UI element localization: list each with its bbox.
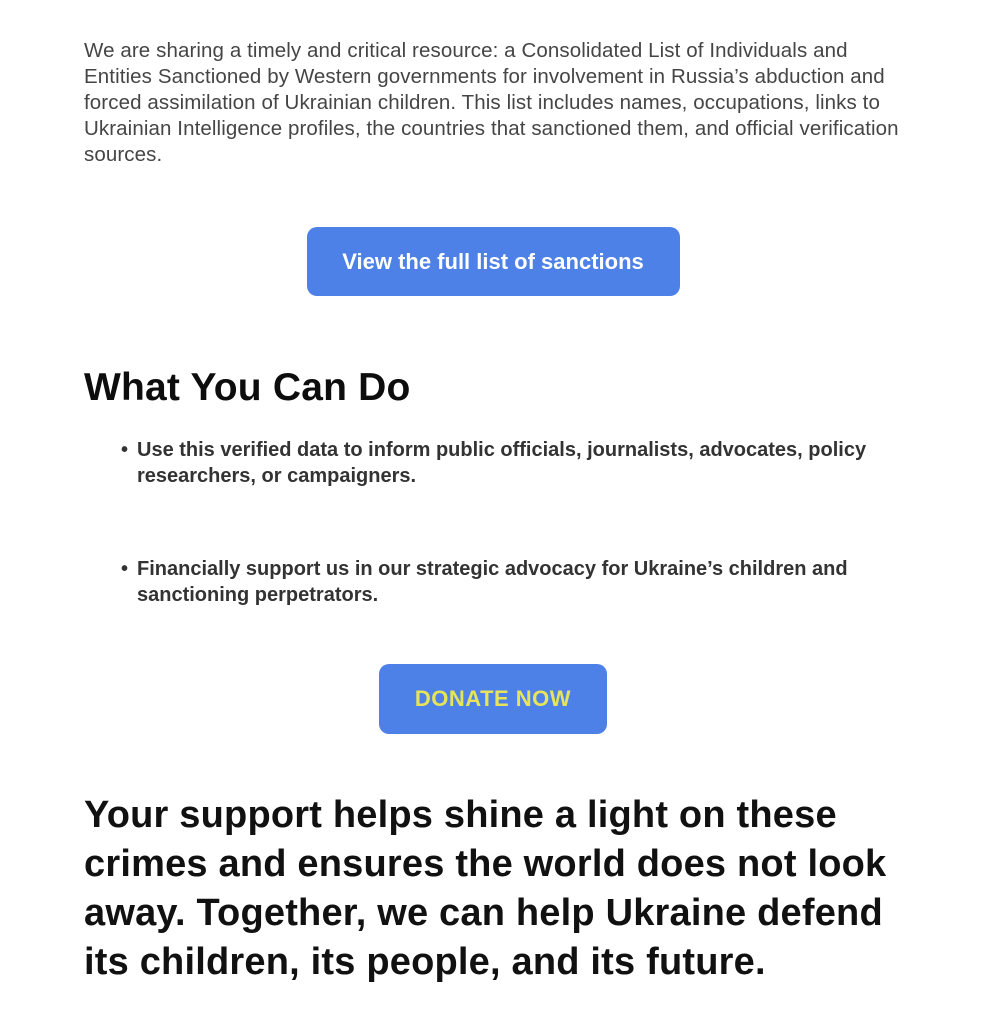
donate-now-button[interactable]: DONATE NOW [379,664,607,734]
bullet-text: Use this verified data to inform public officials, journalists, advocates, policy researchers, or campaigners. [137,439,867,487]
section-heading: What You Can Do [84,366,411,409]
closing-paragraph: Your support helps shine a light on these crimes and ensures the world does not look away. Together, we can help Ukraine defend its children, its people, and its future. [84,794,887,983]
sanctions-button-row [84,168,902,296]
list-item [121,556,895,608]
list-item [121,437,895,489]
intro-paragraph: We are sharing a timely and critical resource: a Consolidated List of Individuals and Entities Sanctioned by Western governments for involvement in Russia’s abduction and forced assimilation of Ukrainian children. This list includes names, occupations, links to Ukrainian Intelligence profiles, the countries that sanctioned them, and official verification sources. [84,39,899,166]
view-sanctions-button[interactable]: View the full list of sanctions [307,227,680,296]
bullet-text: Financially support us in our strategic advocacy for Ukraine’s children and sanctioning perpetrators. [137,558,848,606]
action-list [84,437,902,608]
donate-button-row [84,608,902,734]
bullet-icon: • [121,558,129,580]
bullet-icon: • [121,439,129,461]
